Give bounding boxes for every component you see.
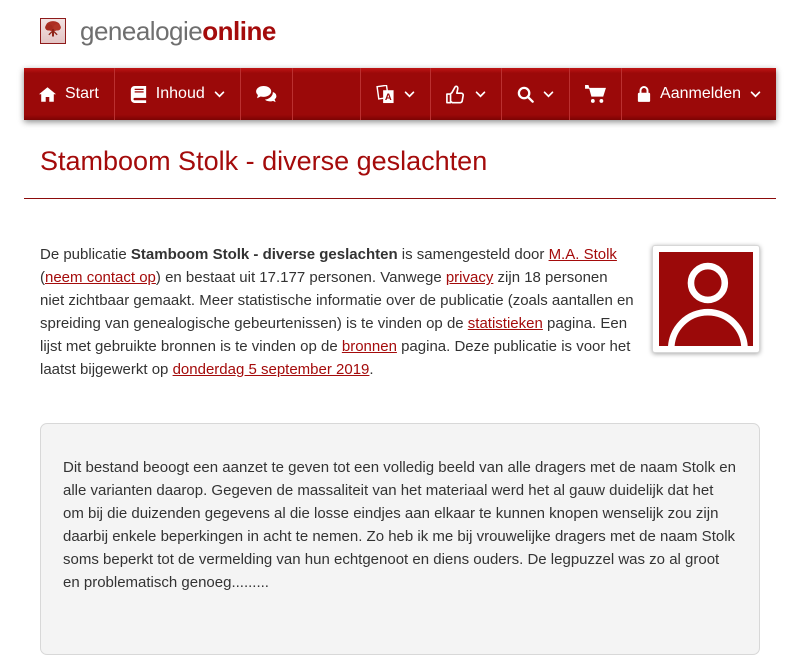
link-privacy[interactable]: privacy [445,269,494,287]
nav-aanmelden[interactable] [622,68,776,120]
nav-inhoud[interactable] [115,68,241,120]
publication-name: Stamboom Stolk - diverse geslachten [130,246,398,264]
intro-text: pagina. Deze publicatie is voor het laatst bijgewerkt op [40,338,631,379]
link-contact[interactable]: neem contact op [45,269,156,287]
chevron-down-icon [750,91,761,98]
intro-text: De publicatie [40,246,131,264]
description-box [40,423,760,655]
comments-icon [256,86,277,103]
nav-forum[interactable] [241,68,293,120]
brand-name[interactable] [80,16,276,47]
nav-spacer [293,68,361,120]
link-last-updated[interactable]: donderdag 5 september 2019 [172,361,370,379]
nav-inhoud-label: Inhoud [155,85,205,102]
page-container [24,0,776,655]
language-icon [376,85,395,104]
book-icon [130,86,147,103]
intro-paragraph [40,243,760,381]
nav-aanmelden-label: Aanmelden [660,85,741,102]
nav-search[interactable] [502,68,570,120]
home-icon [39,87,56,102]
site-header [24,0,776,62]
intro-text: . [369,361,374,379]
thumbs-up-icon [446,85,466,104]
main-navbar [24,68,776,120]
link-bronnen[interactable]: bronnen [341,338,397,356]
nav-language[interactable] [361,68,431,120]
brand-name-red: online [202,15,276,46]
intro-text: zijn 18 personen niet zichtbaar gemaakt. Meer statistische informatie over de publicatie (zoals aantallen en spreiding van genealogische gebeurtenissen) is te vinden op de [40,269,634,333]
main-content [24,243,776,655]
svg-text:A: A [384,91,392,103]
link-statistieken[interactable]: statistieken [467,315,543,333]
chevron-down-icon [543,91,554,98]
author-avatar[interactable] [652,245,760,353]
search-icon [517,86,534,103]
link-author[interactable]: M.A. Stolk [548,246,617,264]
intro-text: ) en bestaat uit 17.177 personen. Vanwege [155,269,446,287]
description-text: Dit bestand beoogt een aanzet te geven tot een volledig beeld van alle dragers met de naam Stolk en alle varianten daarop. Gegeven de massaliteit van het materiaal werd het al gauw duidelijk dat het om bij die duizenden gegevens al die losse eindjes aan elkaar te kunnen knopen wenselijk zou zijn daarbij enkele beperkingen in acht te nemen. Zo heb ik me bij vrouwelijke dragers met de naam Stolk soms beperkt tot de vermelding van hun echtgenoot en diens ouders. De legpuzzel was zo al groot en problematisch genoeg......... [63,459,736,592]
title-divider [24,198,776,199]
chevron-down-icon [475,91,486,98]
intro-text: pagina. Een lijst met gebruikte bronnen is te vinden op de [40,315,628,356]
site-logo[interactable] [40,18,66,44]
nav-start[interactable] [24,68,115,120]
page-title: Stamboom Stolk - diverse geslachten [40,146,488,176]
nav-recommend[interactable] [431,68,502,120]
intro-text: ( [40,269,45,287]
chevron-down-icon [404,91,415,98]
lock-icon [637,85,651,103]
intro-text: is samengesteld door [397,246,549,264]
person-icon [659,252,753,346]
tree-icon [43,19,63,44]
cart-icon [585,85,606,104]
nav-start-label: Start [65,85,99,102]
chevron-down-icon [214,91,225,98]
brand-name-gray: genealogie [80,15,203,46]
nav-cart[interactable] [570,68,622,120]
